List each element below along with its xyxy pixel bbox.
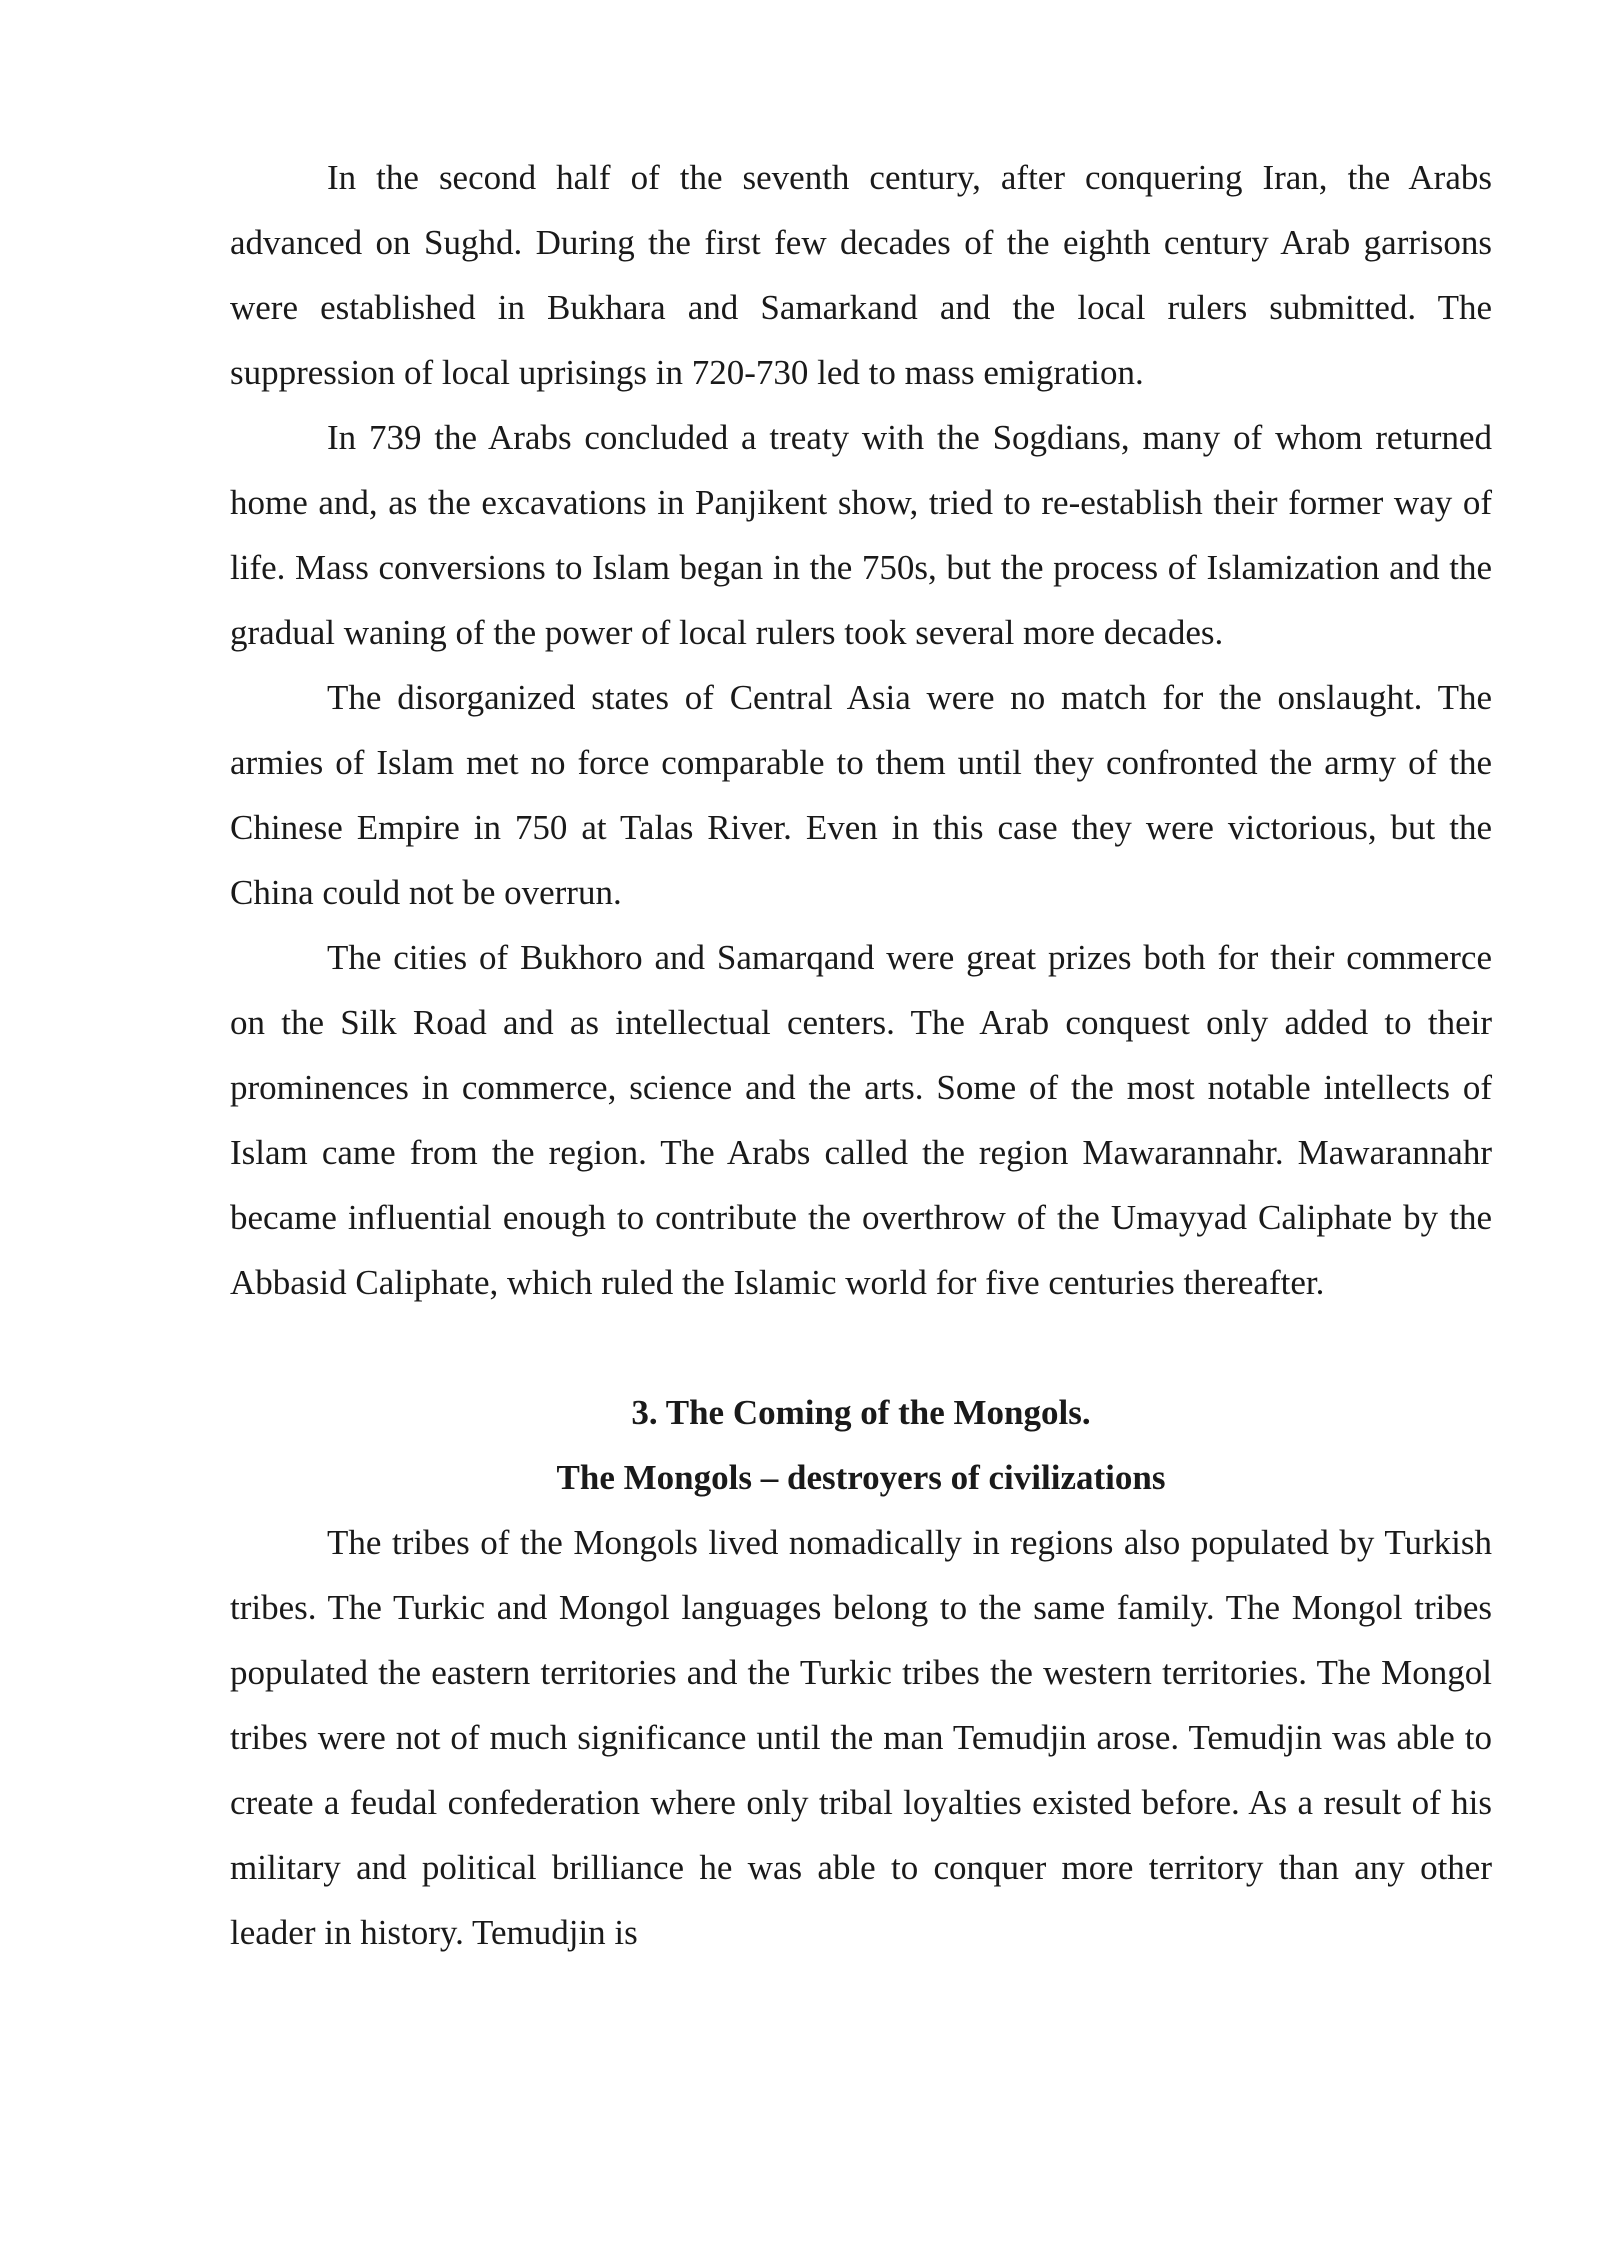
document-page bbox=[230, 145, 1492, 1965]
paragraph-bukhoro-samarqand: The cities of Bukhoro and Samarqand were great prizes both for their commerce on the Silk Road and as intellectual centers. The Arab conquest only added to their prominences in commerce, science and the arts. Some of the most notable intellects of Islam came from the region. The Arabs called the region Mawarannahr. Mawarannahr became influential enough to contribute the overthrow of the Umayyad Caliphate by the Abbasid Caliphate, which ruled the Islamic world for five centuries thereafter. bbox=[230, 938, 1492, 1302]
paragraph-treaty-739: In 739 the Arabs concluded a treaty with the Sogdians, many of whom returned home and, as the excavations in Panjikent show, tried to re-establish their former way of life. Mass conversions to Islam began in the 750s, but the process of Islamization and the gradual waning of the power of local rulers took several more decades. bbox=[230, 418, 1492, 652]
paragraph-central-asia-states: The disorganized states of Central Asia were no match for the onslaught. The armies of Islam met no force comparable to them until they confronted the army of the Chinese Empire in 750 at Talas River. Even in this case they were victorious, but the China could not be overrun. bbox=[230, 678, 1492, 912]
section-heading: 3. The Coming of the Mongols. bbox=[631, 1393, 1091, 1432]
paragraph-mongol-tribes: The tribes of the Mongols lived nomadically in regions also populated by Turkish tribes. The Turkic and Mongol languages belong to the same family. The Mongol tribes populated the eastern territories and the Turkic tribes the western territories. The Mongol tribes were not of much significance until the man Temudjin arose. Temudjin was able to create a feudal confederation where only tribal loyalties existed before. As a result of his military and political brilliance he was able to conquer more territory than any other leader in history. Temudjin is bbox=[230, 1523, 1492, 1952]
section-subheading: The Mongols – destroyers of civilizations bbox=[556, 1458, 1166, 1497]
paragraph-arab-advance: In the second half of the seventh century, after conquering Iran, the Arabs advanced on Sughd. During the first few decades of the eighth century Arab garrisons were established in Bukhara and Samarkand and the local rulers submitted. The suppression of local uprisings in 720-730 led to mass emigration. bbox=[230, 158, 1492, 392]
section-spacer bbox=[230, 1315, 1492, 1380]
